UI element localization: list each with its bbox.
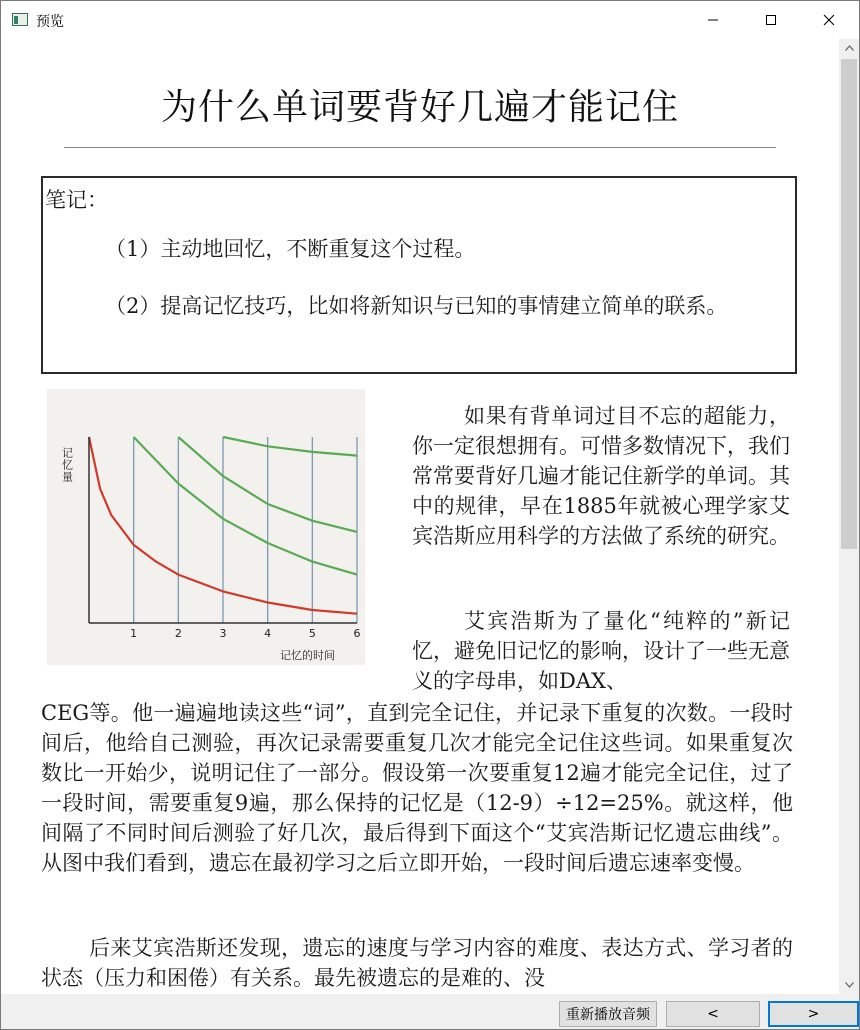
x-tick-label: 6 xyxy=(353,627,361,640)
replay-audio-button[interactable]: 重新播放音频 xyxy=(559,1001,657,1027)
minimize-icon xyxy=(707,14,719,26)
x-tick-label: 1 xyxy=(130,627,138,640)
scroll-thumb[interactable] xyxy=(841,59,857,549)
next-page-button[interactable]: > xyxy=(768,1001,859,1027)
x-tick-label: 3 xyxy=(219,627,227,640)
title-divider xyxy=(64,147,776,148)
forgetting-curve-chart xyxy=(47,389,365,665)
note-box xyxy=(41,176,797,374)
vertical-scrollbar[interactable] xyxy=(839,39,859,994)
bottom-toolbar xyxy=(1,994,859,1029)
previous-page-button[interactable]: < xyxy=(666,1001,760,1027)
close-icon xyxy=(823,14,835,26)
y-axis-label: 记忆量 xyxy=(60,447,74,483)
x-tick-label: 2 xyxy=(174,627,182,640)
minimize-button[interactable] xyxy=(684,1,742,39)
maximize-button[interactable] xyxy=(742,1,800,39)
scroll-up-button[interactable] xyxy=(839,39,859,57)
body-paragraph: 后来艾宾浩斯还发现，遗忘的速度与学习内容的难度、表达方式、学习者的状态（压力和困倦）有关系。最先被遗忘的是难的、没 xyxy=(41,936,793,990)
body-paragraph: 如果有背单词过目不忘的超能力，你一定很想拥有。可惜多数情况下，我们常常要背好几遍才能记住新学的单词。其中的规律，早在1885年就被心理学家艾宾浩斯应用科学的方法做了系统的研究。 xyxy=(412,404,790,548)
app-window-icon xyxy=(12,13,28,26)
body-paragraph: CEG等。他一遍遍地读这些“词”，直到完全记住，并记录下重复的次数。一段时间后，他给自己测验，再次记录需要重复几次才能完全记住这些词。如果重复次数比一开始少，说明记住了一部分。假设第一次要重复12遍才能完全记住，过了一段时间，需要重复9遍，那么保持的记忆是（12-9）÷12=25%。就这样，他间隔了不同时间后测验了好几次，最后得到下面这个“艾宾浩斯记忆遗忘曲线”。从图中我们看到，遗忘在最初学习之后立即开始，一段时间后遗忘速率变慢。 xyxy=(41,701,793,875)
x-tick-label: 5 xyxy=(308,627,316,640)
x-axis-label: 记忆的时间 xyxy=(280,649,335,662)
page-title: 为什么单词要背好几遍才能记住 xyxy=(160,87,679,128)
note-heading: 笔记： xyxy=(45,188,108,212)
document-viewport[interactable] xyxy=(1,39,839,994)
chevron-down-icon xyxy=(845,982,854,988)
close-button[interactable] xyxy=(800,1,858,39)
x-tick-label: 4 xyxy=(264,627,272,640)
window-title: 预览 xyxy=(36,14,64,30)
maximize-icon xyxy=(765,14,777,26)
note-item: （1）主动地回忆，不断重复这个过程。 xyxy=(105,237,476,261)
chevron-up-icon xyxy=(845,45,854,51)
title-bar xyxy=(1,1,859,39)
scroll-down-button[interactable] xyxy=(839,976,859,994)
note-item: （2）提高记忆技巧，比如将新知识与已知的事情建立简单的联系。 xyxy=(105,294,728,318)
body-paragraph: 艾宾浩斯为了量化“纯粹的”新记忆，避免旧记忆的影响，设计了一些无意义的字母串，如DAX、 xyxy=(412,609,790,693)
